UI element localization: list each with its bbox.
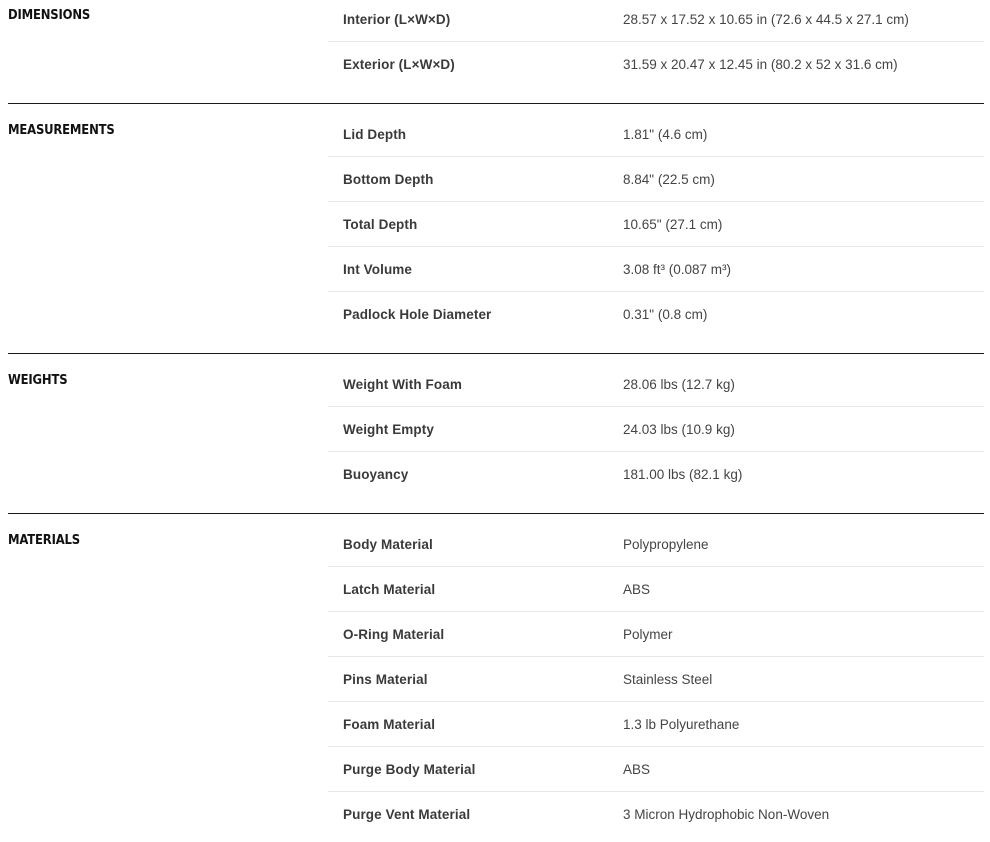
spec-row: [328, 702, 984, 747]
spec-rows: [328, 0, 984, 87]
spec-label: Latch Material: [343, 582, 436, 597]
spec-value: 1.81" (4.6 cm): [623, 127, 708, 142]
spec-rows: [328, 112, 984, 337]
spec-row: [328, 157, 984, 202]
section-title: MEASUREMENTS: [8, 122, 115, 138]
section-divider: [8, 353, 984, 354]
spec-label: Foam Material: [343, 717, 436, 732]
spec-value: ABS: [623, 582, 651, 597]
spec-value: 28.06 lbs (12.7 kg): [623, 377, 735, 392]
spec-label: Purge Body Material: [343, 762, 476, 777]
spec-value: Stainless Steel: [623, 672, 713, 687]
spec-row: [328, 112, 984, 157]
spec-row: [328, 747, 984, 792]
spec-row: [328, 0, 984, 42]
spec-label: Weight With Foam: [343, 377, 462, 392]
spec-value: 10.65" (27.1 cm): [623, 217, 723, 232]
spec-value: 0.31" (0.8 cm): [623, 307, 708, 322]
spec-row: [328, 522, 984, 567]
spec-label: Exterior (L×W×D): [343, 57, 455, 72]
spec-value: 31.59 x 20.47 x 12.45 in (80.2 x 52 x 31.6 cm): [623, 57, 898, 72]
spec-value: Polypropylene: [623, 537, 709, 552]
spec-label: Bottom Depth: [343, 172, 434, 187]
spec-row: [328, 292, 984, 337]
spec-row: [328, 452, 984, 497]
spec-value: 8.84" (22.5 cm): [623, 172, 715, 187]
section-title: WEIGHTS: [8, 372, 68, 388]
spec-row: [328, 247, 984, 292]
spec-label: Lid Depth: [343, 127, 407, 142]
spec-label: Int Volume: [343, 262, 413, 277]
spec-value: 3 Micron Hydrophobic Non-Woven: [623, 807, 830, 822]
spec-row: [328, 567, 984, 612]
spec-label: O-Ring Material: [343, 627, 445, 642]
spec-label: Interior (L×W×D): [343, 12, 451, 27]
spec-label: Body Material: [343, 537, 433, 552]
spec-label: Padlock Hole Diameter: [343, 307, 492, 322]
spec-value: 1.3 lb Polyurethane: [623, 717, 740, 732]
section-divider: [8, 103, 984, 104]
section-title: DIMENSIONS: [8, 7, 91, 23]
spec-row: [328, 202, 984, 247]
spec-row: [328, 657, 984, 702]
spec-row: [328, 362, 984, 407]
spec-label: Total Depth: [343, 217, 418, 232]
spec-row: [328, 42, 984, 87]
spec-label: Purge Vent Material: [343, 807, 471, 822]
spec-label: Buoyancy: [343, 467, 409, 482]
spec-value: 24.03 lbs (10.9 kg): [623, 422, 735, 437]
spec-value: 3.08 ft³ (0.087 m³): [623, 262, 732, 277]
spec-row: [328, 407, 984, 452]
spec-label: Pins Material: [343, 672, 428, 687]
spec-value: ABS: [623, 762, 651, 777]
spec-rows: [328, 522, 984, 837]
section-title: MATERIALS: [8, 532, 80, 548]
spec-row: [328, 612, 984, 657]
spec-rows: [328, 362, 984, 497]
spec-row: [328, 792, 984, 837]
spec-value: 181.00 lbs (82.1 kg): [623, 467, 743, 482]
spec-value: Polymer: [623, 627, 673, 642]
spec-label: Weight Empty: [343, 422, 434, 437]
section-divider: [8, 513, 984, 514]
spec-value: 28.57 x 17.52 x 10.65 in (72.6 x 44.5 x 27.1 cm): [623, 12, 909, 27]
